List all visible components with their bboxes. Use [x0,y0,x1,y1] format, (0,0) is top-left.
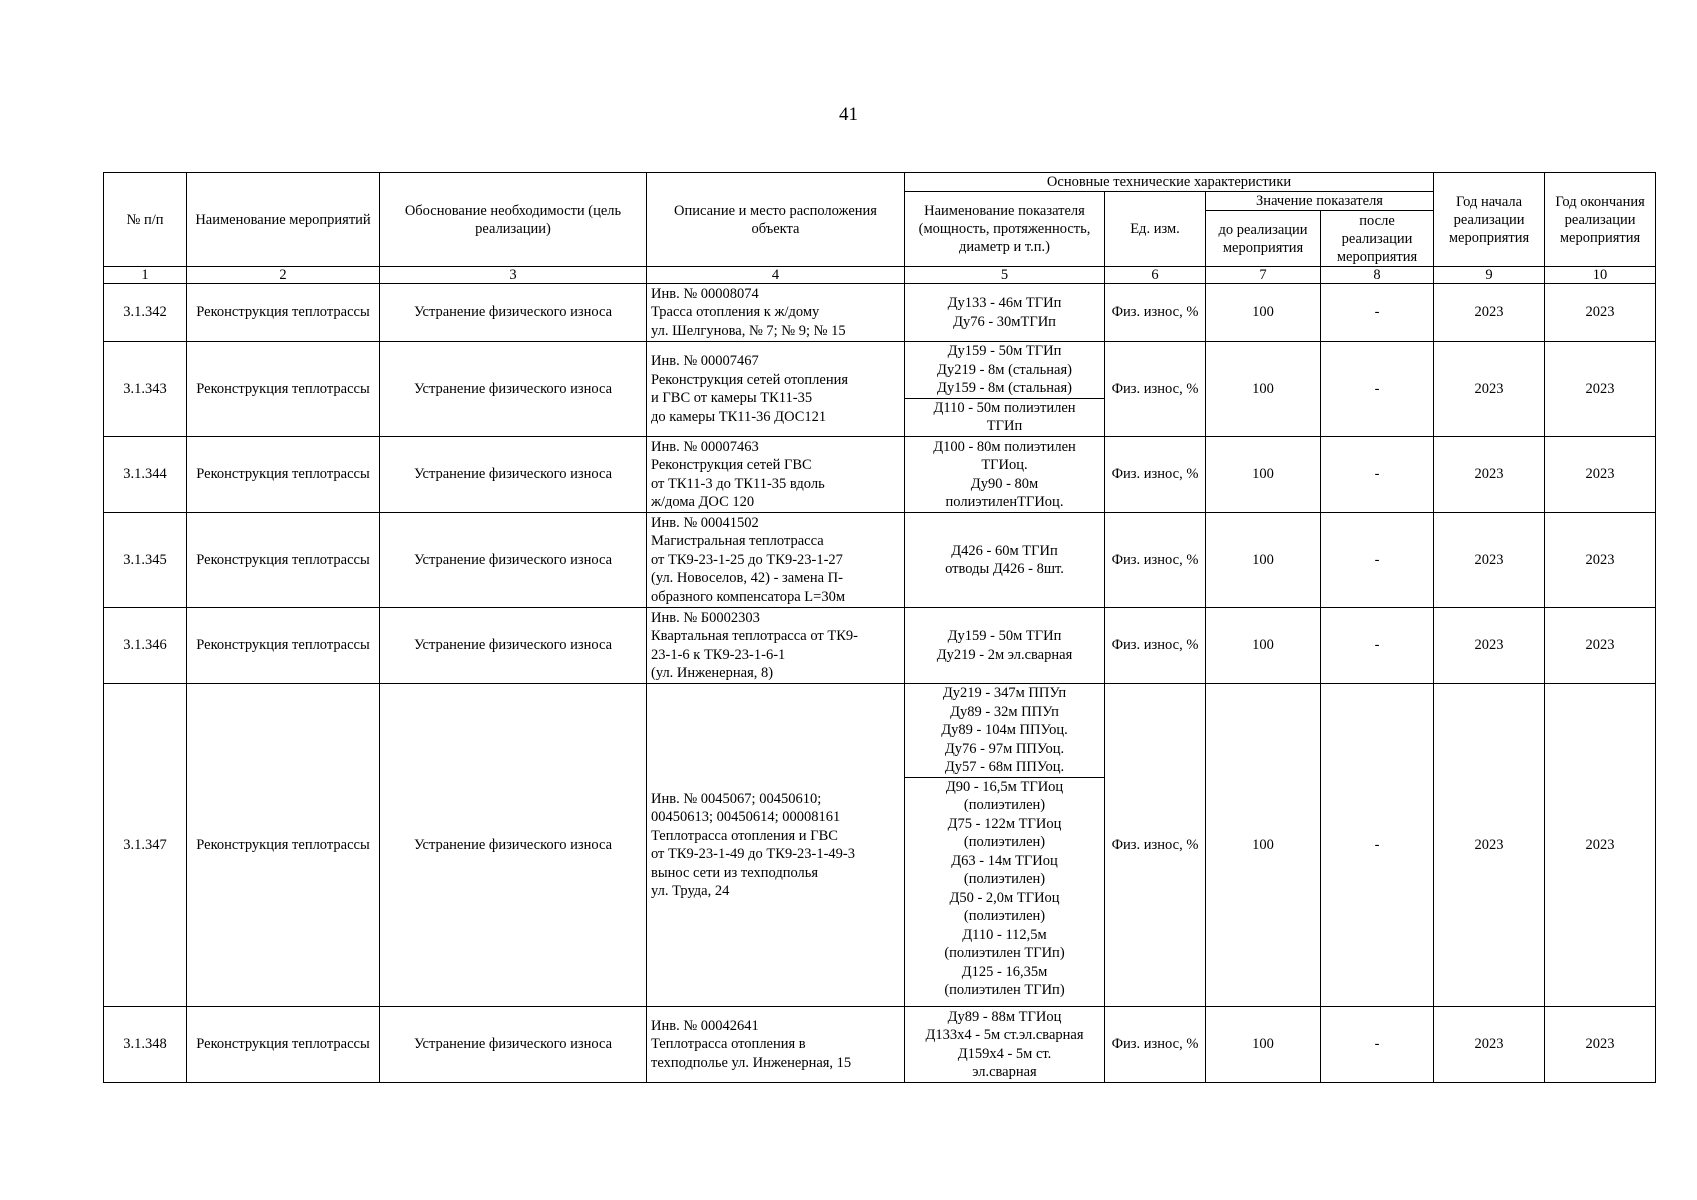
row-number: 3.1.345 [104,513,187,608]
reason-cell: Устранение физического износа [380,608,647,684]
table-row [104,284,1656,342]
value-before-cell: 100 [1206,684,1321,1007]
header-reason: Обоснование необходимости (цель реализации) [380,173,647,267]
description-cell: Инв. № 00042641 Теплотрасса отопления в техподполье ул. Инженерная, 15 [647,1007,905,1083]
end-year-cell: 2023 [1545,284,1656,342]
end-year-cell: 2023 [1545,437,1656,513]
indicator-cell [905,342,1105,437]
header-unit: Ед. изм. [1105,192,1206,267]
table-row [104,437,1656,513]
column-number: 10 [1545,267,1656,284]
measures-table [103,172,1656,1083]
table-row [104,513,1656,608]
value-before-cell: 100 [1206,284,1321,342]
reason-cell: Устранение физического износа [380,437,647,513]
column-numbers-row [104,267,1656,284]
indicator-part: Ду159 - 50м ТГИп Ду219 - 8м (стальная) Ду159 - 8м (стальная) [937,343,1072,396]
description-cell: Инв. № 00007467 Реконструкция сетей отопления и ГВС от камеры ТК11-35 до камеры ТК11-36 ДОС121 [647,342,905,437]
value-before-cell: 100 [1206,1007,1321,1083]
start-year-cell: 2023 [1434,608,1545,684]
table-row [104,684,1656,1007]
header-num: № п/п [104,173,187,267]
value-after-cell: - [1321,284,1434,342]
indicator-part: Ду219 - 347м ППУп Ду89 - 32м ППУп Ду89 - 104м ППУоц. Ду76 - 97м ППУоц. Ду57 - 68м ППУоц. [941,685,1068,775]
column-number: 3 [380,267,647,284]
measure-name: Реконструкция теплотрассы [187,684,380,1007]
header-description: Описание и место расположения объекта [647,173,905,267]
row-number: 3.1.348 [104,1007,187,1083]
description-cell: Инв. № 0045067; 00450610; 00450613; 00450614; 00008161 Теплотрасса отопления и ГВС от ТК9-23-1-49 до ТК9-23-1-49-3 вынос сети из техподполья ул. Труда, 24 [647,684,905,1007]
measure-name: Реконструкция теплотрассы [187,513,380,608]
end-year-cell: 2023 [1545,684,1656,1007]
unit-cell: Физ. износ, % [1105,1007,1206,1083]
column-number: 1 [104,267,187,284]
end-year-cell: 2023 [1545,342,1656,437]
start-year-cell: 2023 [1434,284,1545,342]
value-before-cell: 100 [1206,437,1321,513]
row-number: 3.1.347 [104,684,187,1007]
value-before-cell: 100 [1206,608,1321,684]
reason-cell: Устранение физического износа [380,284,647,342]
indicator-cell: Д426 - 60м ТГИп отводы Д426 - 8шт. [905,513,1105,608]
table-row [104,1007,1656,1083]
unit-cell: Физ. износ, % [1105,684,1206,1007]
measure-name: Реконструкция теплотрассы [187,1007,380,1083]
column-number: 8 [1321,267,1434,284]
indicator-cell: Ду89 - 88м ТГИоц Д133х4 - 5м ст.эл.сварная Д159х4 - 5м ст. эл.сварная [905,1007,1105,1083]
row-number: 3.1.342 [104,284,187,342]
row-number: 3.1.343 [104,342,187,437]
page-number: 41 [839,104,858,125]
table-row [104,342,1656,437]
reason-cell: Устранение физического износа [380,684,647,1007]
description-cell: Инв. № Б0002303 Квартальная теплотрасса от ТК9- 23-1-6 к ТК9-23-1-6-1 (ул. Инженерная, 8) [647,608,905,684]
indicator-cell: Ду133 - 46м ТГИп Ду76 - 30мТГИп [905,284,1105,342]
value-after-cell: - [1321,684,1434,1007]
row-number: 3.1.346 [104,608,187,684]
measure-name: Реконструкция теплотрассы [187,608,380,684]
start-year-cell: 2023 [1434,437,1545,513]
reason-cell: Устранение физического износа [380,342,647,437]
start-year-cell: 2023 [1434,1007,1545,1083]
header-start-year: Год начала реализации мероприятия [1434,173,1545,267]
value-after-cell: - [1321,513,1434,608]
description-cell: Инв. № 00008074 Трасса отопления к ж/дому ул. Шелгунова, № 7; № 9; № 15 [647,284,905,342]
end-year-cell: 2023 [1545,1007,1656,1083]
header-before: до реализации мероприятия [1206,211,1321,267]
start-year-cell: 2023 [1434,513,1545,608]
value-after-cell: - [1321,1007,1434,1083]
header-tech-characteristics: Основные технические характеристики [905,173,1434,192]
column-number: 4 [647,267,905,284]
end-year-cell: 2023 [1545,608,1656,684]
indicator-part: Д110 - 50м полиэтилен ТГИп [905,398,1104,436]
header-value: Значение показателя [1206,192,1434,211]
unit-cell: Физ. износ, % [1105,284,1206,342]
column-number: 5 [905,267,1105,284]
indicator-cell [905,684,1105,1007]
table-row [104,608,1656,684]
indicator-cell: Ду159 - 50м ТГИп Ду219 - 2м эл.сварная [905,608,1105,684]
header-end-year: Год окончания реализации мероприятия [1545,173,1656,267]
end-year-cell: 2023 [1545,513,1656,608]
header-name: Наименование мероприятий [187,173,380,267]
indicator-part: Д90 - 16,5м ТГИоц (полиэтилен) Д75 - 122м ТГИоц (полиэтилен) Д63 - 14м ТГИоц (полиэтилен) Д50 - 2,0м ТГИоц (полиэтилен) Д110 - 112,5м (полиэтилен ТГИп) Д125 - 16,35м (полиэтилен ТГИп) [905,777,1104,1000]
measure-name: Реконструкция теплотрассы [187,342,380,437]
measure-name: Реконструкция теплотрассы [187,437,380,513]
measure-name: Реконструкция теплотрассы [187,284,380,342]
start-year-cell: 2023 [1434,684,1545,1007]
description-cell: Инв. № 00007463 Реконструкция сетей ГВС от ТК11-3 до ТК11-35 вдоль ж/дома ДОС 120 [647,437,905,513]
column-number: 2 [187,267,380,284]
column-number: 9 [1434,267,1545,284]
header-after: после реализации мероприятия [1321,211,1434,267]
unit-cell: Физ. износ, % [1105,608,1206,684]
value-before-cell: 100 [1206,342,1321,437]
header-indicator: Наименование показателя (мощность, протяженность, диаметр и т.п.) [905,192,1105,267]
column-number: 6 [1105,267,1206,284]
unit-cell: Физ. износ, % [1105,342,1206,437]
row-number: 3.1.344 [104,437,187,513]
reason-cell: Устранение физического износа [380,513,647,608]
start-year-cell: 2023 [1434,342,1545,437]
reason-cell: Устранение физического износа [380,1007,647,1083]
unit-cell: Физ. износ, % [1105,437,1206,513]
value-before-cell: 100 [1206,513,1321,608]
value-after-cell: - [1321,608,1434,684]
unit-cell: Физ. износ, % [1105,513,1206,608]
description-cell: Инв. № 00041502 Магистральная теплотрасса от ТК9-23-1-25 до ТК9-23-1-27 (ул. Новоселов, 42) - замена П- образного компенсатора L=30м [647,513,905,608]
indicator-cell: Д100 - 80м полиэтилен ТГИоц. Ду90 - 80м полиэтиленТГИоц. [905,437,1105,513]
value-after-cell: - [1321,437,1434,513]
value-after-cell: - [1321,342,1434,437]
column-number: 7 [1206,267,1321,284]
